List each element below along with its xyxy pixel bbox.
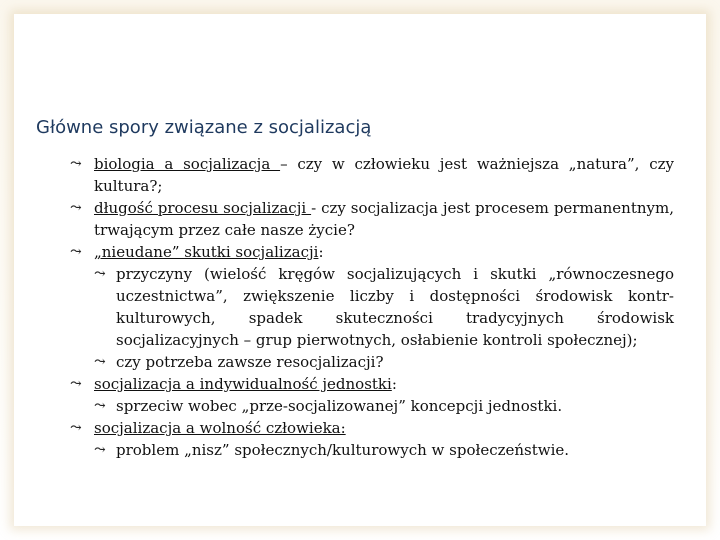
item-text: : <box>391 375 397 393</box>
underlined-text: biologia a socjalizacja <box>94 155 281 173</box>
list-item <box>70 197 674 241</box>
sub-list-item <box>70 395 674 417</box>
bullet-icon: ⤳ <box>94 398 106 414</box>
bullet-icon: ⤳ <box>70 420 82 436</box>
underlined-text: „nieudane” skutki socjalizacji <box>94 243 319 261</box>
list-item <box>70 241 674 263</box>
sub-list-item <box>70 351 674 373</box>
item-text: problem „nisz” społecznych/kulturowych w społeczeństwie. <box>116 441 570 459</box>
sub-list-item <box>70 263 674 351</box>
bullet-icon: ⤳ <box>94 442 106 458</box>
bullet-icon: ⤳ <box>70 156 82 172</box>
sub-list-item <box>70 439 674 461</box>
item-text: czy potrzeba zawsze resocjalizacji? <box>116 353 384 371</box>
bullet-icon: ⤳ <box>70 376 82 392</box>
item-text: : <box>318 243 324 261</box>
bullet-icon: ⤳ <box>94 354 106 370</box>
item-text: – czy w człowieku jest ważniejsza „natura”, czy kultura?; <box>94 155 674 195</box>
slide-title: Główne spory związane z socjalizacją <box>36 117 372 138</box>
list-item <box>70 153 674 197</box>
item-text: sprzeciw wobec „prze-socjalizowanej” koncepcji jednostki. <box>116 397 563 415</box>
underlined-text: socjalizacja a indywidualność jednostki <box>94 375 392 393</box>
list-item <box>70 417 674 439</box>
bullet-icon: ⤳ <box>94 266 106 282</box>
bullet-icon: ⤳ <box>70 244 82 260</box>
item-text: - czy socjalizacja jest procesem permanentnym, trwającym przez całe nasze życie? <box>94 199 674 239</box>
underlined-text: socjalizacja a wolność człowieka: <box>94 419 346 437</box>
underlined-text: długość procesu socjalizacji <box>94 199 312 217</box>
bullet-list <box>70 153 674 461</box>
item-text: przyczyny (wielość kręgów socjalizujących i skutki „równoczesnego uczestnictwa”, zwiększenie liczby i dostępności środowisk kontr-kulturowych, spadek skuteczności tradycyjnych środowisk socjalizacyjnych – grup pierwotnych, osłabienie kontroli społecznej); <box>116 265 674 349</box>
list-item <box>70 373 674 395</box>
bullet-icon: ⤳ <box>70 200 82 216</box>
